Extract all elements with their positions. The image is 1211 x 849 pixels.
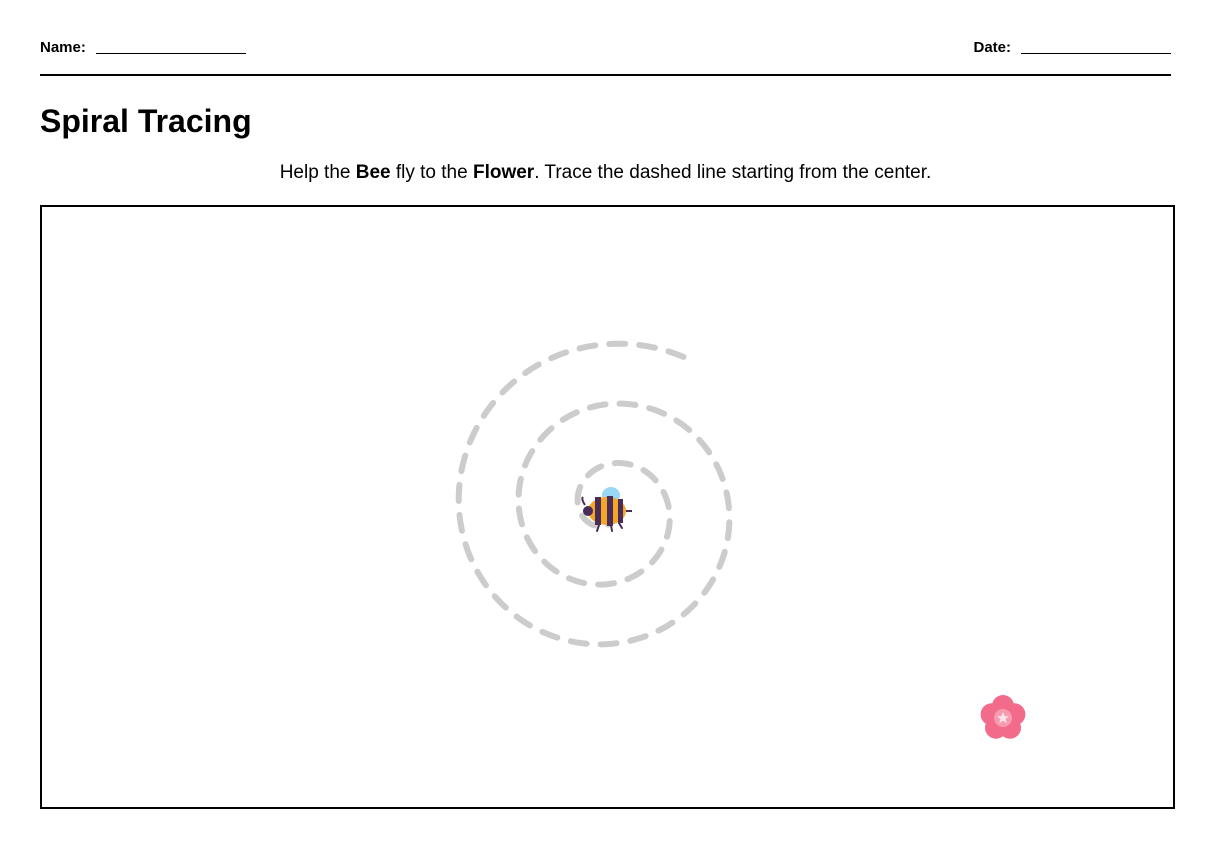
date-write-line[interactable] xyxy=(1021,52,1171,54)
instructions-part-3: . Trace the dashed line starting from the center. xyxy=(534,162,932,183)
name-field xyxy=(40,40,246,56)
name-label: Name: xyxy=(40,39,86,56)
cherry-blossom-icon xyxy=(981,695,1026,739)
date-field xyxy=(973,40,1171,56)
instructions-part-2: fly to the xyxy=(390,162,473,183)
date-label: Date: xyxy=(973,39,1011,56)
instructions-text xyxy=(0,161,1211,185)
instructions-bee-word: Bee xyxy=(355,162,391,183)
name-write-line[interactable] xyxy=(96,52,246,54)
tracing-svg xyxy=(42,207,1173,807)
page-title: Spiral Tracing xyxy=(40,103,252,139)
instructions-part-1: Help the xyxy=(279,162,356,183)
dashed-spiral-path[interactable] xyxy=(459,344,730,645)
worksheet-header xyxy=(40,30,1171,76)
instructions-flower-word: Flower xyxy=(472,162,535,183)
tracing-area[interactable] xyxy=(40,205,1175,809)
